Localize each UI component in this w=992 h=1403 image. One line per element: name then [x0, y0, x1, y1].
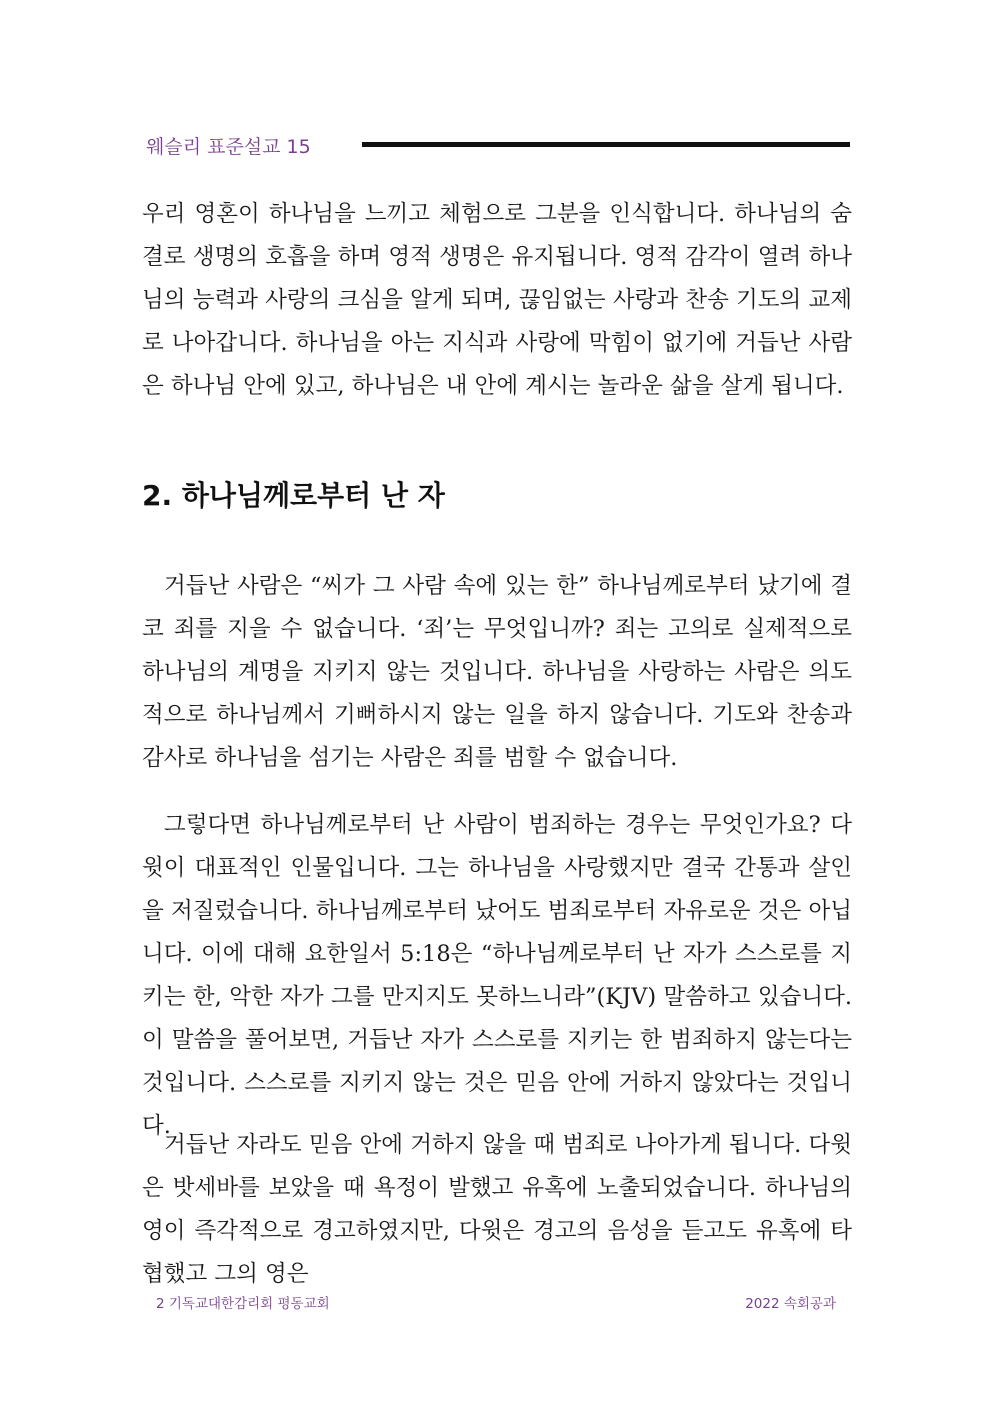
footer-publication: 2022 속회공과 [745, 1296, 836, 1312]
body-paragraph-1: 우리 영혼이 하나님을 느끼고 체험으로 그분을 인식합니다. 하나님의 숨결로 생명의 호흡을 하며 영적 생명은 유지됩니다. 영적 감각이 열려 하나님의 능력과 사랑의 크심을 알게 되며, 끊임없는 사랑과 찬송 기도의 교제로 나아갑니다. 하나님을 아는 지식과 사랑에 막힘이 없기에 거듭난 사람은 하나님 안에 있고, 하나님은 내 안에 계시는 놀라운 삶을 살게 됩니다. [142, 201, 852, 399]
footer-page-info: 2 기독교대한감리회 평동교회 [156, 1296, 330, 1312]
body-paragraph-3: 그렇다면 하나님께로부터 난 사람이 범죄하는 경우는 무엇인가요? 다윗이 대표적인 인물입니다. 그는 하나님을 사랑했지만 결국 간통과 살인을 저질렀습니다. 하나님께로부터 났어도 범죄로부터 자유로운 것은 아닙니다. 이에 대해 요한일서 5:18은 “하나님께로부터 난 자가 스스로를 지키는 한, 악한 자가 그를 만지지도 못하느니라”(KJV) 말씀하고 있습니다. 이 말씀을 풀어보면, 거듭난 자가 스스로를 지키는 한 범죄하지 않는다는 것입니다. 스스로를 지키지 않는 것은 믿음 안에 거하지 않았다는 것입니다. [142, 812, 852, 1139]
section-heading: 2. 하나님께로부터 난 자 [142, 479, 445, 512]
body-paragraph-4: 거듭난 자라도 믿음 안에 거하지 않을 때 범죄로 나아가게 됩니다. 다윗은 밧세바를 보았을 때 욕정이 발했고 유혹에 노출되었습니다. 하나님의 영이 즉각적으로 경고하였지만, 다윗은 경고의 음성을 듣고도 유혹에 타협했고 그의 영은 [142, 1132, 852, 1287]
header-rule-divider [362, 142, 850, 147]
body-paragraph-2: 거듭난 사람은 “씨가 그 사람 속에 있는 한” 하나님께로부터 났기에 결코 죄를 지을 수 없습니다. ‘죄’는 무엇입니까? 죄는 고의로 실제적으로 하나님의 계명을 지키지 않는 것입니다. 하나님을 사랑하는 사람은 의도적으로 하나님께서 기뻐하시지 않는 일을 하지 않습니다. 기도와 찬송과 감사로 하나님을 섬기는 사람은 죄를 범할 수 없습니다. [142, 573, 852, 771]
running-header-title: 웨슬리 표준설교 15 [146, 136, 311, 158]
